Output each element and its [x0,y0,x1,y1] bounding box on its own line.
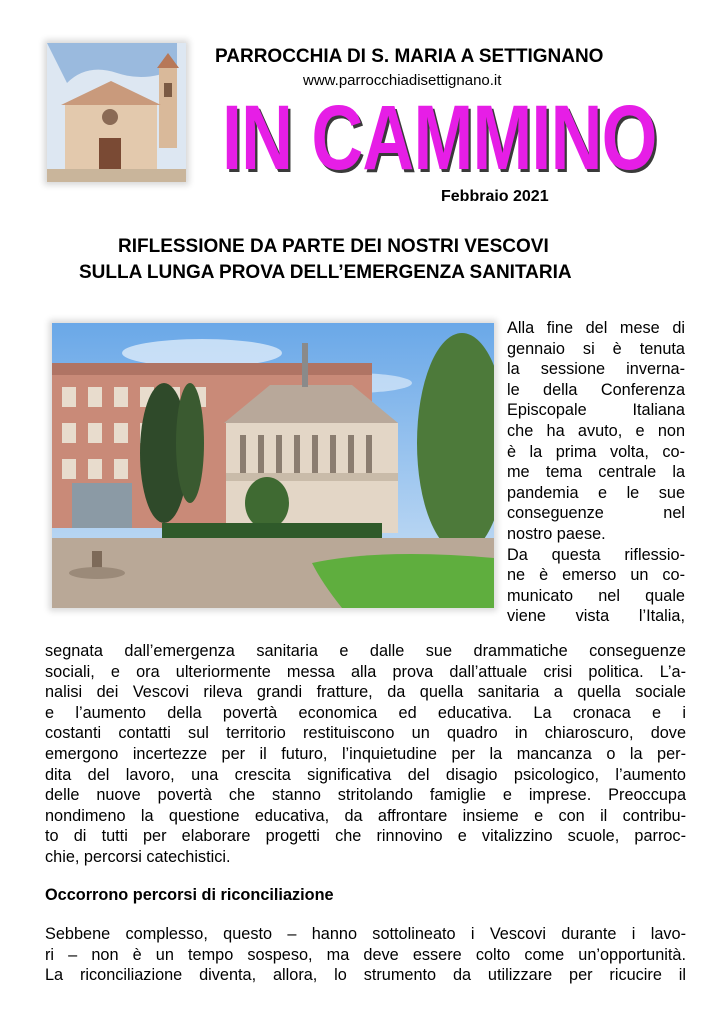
body-line: nalisi dei Vescovi rileva grandi fratture, da quella sanitaria a quella sociale [45,683,686,702]
body-line: sociali, e ora ulteriormente messa alla prova dall’attuale crisi politica. L’a- [45,662,686,681]
body-line: nondimeno la questione educativa, da affrontare insieme e con il contribu- [45,806,686,825]
article-subtitle-line-2: SULLA LUNGA PROVA DELL’EMERGENZA SANITARIA [79,262,572,283]
column-line: le della Conferenza [507,380,685,399]
column-line: viene vista l’Italia, [507,607,685,626]
body-line: to di tutti per elaborare progetti che rinnovino e vitalizzino scuole, parroc- [45,827,686,846]
column-line: è la prima volta, co- [507,442,685,461]
paragraph-line: La riconciliazione diventa, allora, lo strumento da utilizzare per ricucire il [45,966,686,985]
parish-website: www.parrocchiadisettignano.it [303,72,502,89]
body-line: dita del lavoro, una crescita significativa del disagio psicologico, l’aumento [45,765,686,784]
column-line: me tema centrale la [507,463,685,482]
column-line: Alla fine del mese di [507,319,685,337]
body-line: segnata dall’emergenza sanitaria e dalle sue drammatiche conseguenze [45,642,686,660]
column-line: ne è emerso un co- [507,566,685,585]
paragraph-line: Sebbene complesso, questo – hanno sottolineato i Vescovi durante i lavo- [45,925,686,943]
column-line: Da questa riflessio- [507,545,685,564]
church-building-photo [52,323,494,608]
issue-date: Febbraio 2021 [441,188,549,205]
article-subtitle-line-1: RIFLESSIONE DA PARTE DEI NOSTRI VESCOVI [118,236,549,257]
parish-name: PARROCCHIA DI S. MARIA A SETTIGNANO [215,46,604,67]
column-line: la sessione inverna- [507,360,685,379]
column-line: che ha avuto, e non [507,421,685,440]
column-line: municato nel quale [507,586,685,605]
paragraph-line: ri – non è un tempo sospeso, ma deve essere colto come un’opportunità. [45,945,686,964]
article-body [45,641,686,868]
intro-column [507,318,685,627]
body-line: costanti contatti sul territorio restituiscono un quadro in chiaroscuro, dove [45,724,686,743]
column-line: Episcopale Italiana [507,401,685,420]
church-logo-illustration [47,43,186,182]
body-line: e l’aumento della povertà economica ed educativa. La cronaca e i [45,703,686,722]
section-paragraph [45,924,686,986]
section-heading: Occorrono percorsi di riconciliazione [45,886,334,904]
newsletter-title: IN CAMMINO [222,87,657,189]
column-line: pandemia e le sue [507,483,685,502]
column-line: gennaio si è tenuta [507,339,685,358]
column-line: conseguenze nel [507,504,685,523]
column-line: nostro paese. [507,524,606,543]
body-line: chie, percorsi catechistici. [45,847,231,866]
body-line: delle nuove povertà che stanno stritolando famiglie e imprese. Preoccupa [45,786,686,805]
body-line: emergono incertezze per il futuro, l’inquietudine per la mancanza o la per- [45,744,686,763]
